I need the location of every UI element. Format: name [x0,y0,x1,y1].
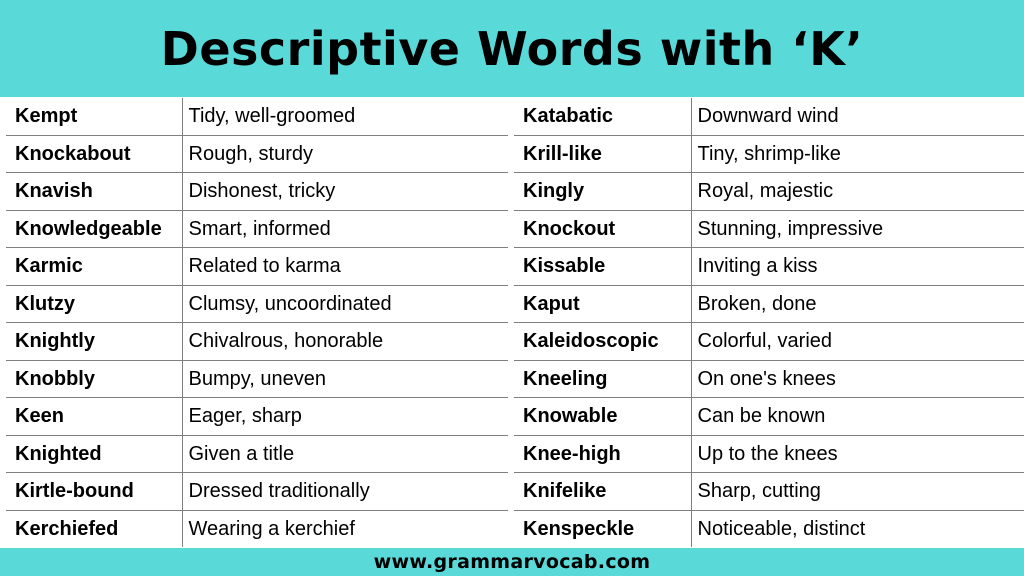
word-cell: Karmic [6,248,182,286]
meaning-cell: Related to karma [182,248,508,286]
word-cell: Kenspeckle [514,510,691,547]
word-table-right [514,98,1024,547]
word-cell: Knowable [514,398,691,436]
table-row [6,285,508,323]
table-row [514,135,1024,173]
table-row [6,248,508,286]
title-banner [0,0,1024,97]
word-cell: Knowledgeable [6,210,182,248]
word-cell: Kaleidoscopic [514,323,691,361]
word-tables [6,98,1024,548]
word-cell: Knavish [6,173,182,211]
page-title: Descriptive Words with ‘K’ [160,21,864,76]
word-cell: Kissable [514,248,691,286]
table-row [514,473,1024,511]
word-cell: Krill-like [514,135,691,173]
word-cell: Kneeling [514,360,691,398]
word-cell: Kerchiefed [6,510,182,547]
meaning-cell: Smart, informed [182,210,508,248]
word-cell: Knightly [6,323,182,361]
table-row [6,135,508,173]
meaning-cell: Given a title [182,435,508,473]
table-row [6,435,508,473]
word-cell: Kirtle-bound [6,473,182,511]
table-row [514,285,1024,323]
word-cell: Knockabout [6,135,182,173]
word-cell: Knee-high [514,435,691,473]
meaning-cell: Royal, majestic [691,173,1024,211]
meaning-cell: Up to the knees [691,435,1024,473]
meaning-cell: Sharp, cutting [691,473,1024,511]
word-cell: Knobbly [6,360,182,398]
table-row [514,398,1024,436]
word-table-left [6,98,508,547]
table-row [514,360,1024,398]
meaning-cell: Tiny, shrimp-like [691,135,1024,173]
meaning-cell: Downward wind [691,98,1024,135]
word-cell: Knifelike [514,473,691,511]
meaning-cell: Colorful, varied [691,323,1024,361]
meaning-cell: Inviting a kiss [691,248,1024,286]
meaning-cell: Broken, done [691,285,1024,323]
meaning-cell: Wearing a kerchief [188,517,355,540]
meaning-cell: Noticeable, distinct [697,517,866,540]
table-row [6,510,508,547]
footer-banner [0,548,1024,576]
word-cell: Knockout [514,210,691,248]
website-url: www.grammarvocab.com [373,551,651,573]
word-cell: Kaput [514,285,691,323]
word-cell: Klutzy [6,285,182,323]
meaning-cell: Eager, sharp [182,398,508,436]
word-cell: Kempt [6,98,182,135]
table-row [514,98,1024,135]
meaning-cell: Rough, sturdy [182,135,508,173]
table-row [6,210,508,248]
word-cell: Keen [6,398,182,436]
meaning-cell: Dressed traditionally [182,473,508,511]
meaning-cell: Tidy, well-groomed [182,98,508,135]
word-cell: Katabatic [514,98,691,135]
word-table-right-body [514,98,1024,547]
table-row [6,323,508,361]
table-row [514,248,1024,286]
table-row [514,510,1024,547]
meaning-cell: Bumpy, uneven [182,360,508,398]
meaning-cell: Can be known [691,398,1024,436]
meaning-cell: Dishonest, tricky [182,173,508,211]
meaning-cell: Stunning, impressive [691,210,1024,248]
table-row [6,98,508,135]
table-row [6,473,508,511]
table-row [6,173,508,211]
meaning-cell: On one's knees [691,360,1024,398]
table-row [514,435,1024,473]
word-cell: Knighted [6,435,182,473]
table-row [514,210,1024,248]
meaning-cell: Chivalrous, honorable [182,323,508,361]
table-row [514,173,1024,211]
table-row [514,323,1024,361]
word-table-left-body [6,98,508,547]
meaning-cell: Clumsy, uncoordinated [182,285,508,323]
table-row [6,360,508,398]
table-row [6,398,508,436]
word-cell: Kingly [514,173,691,211]
